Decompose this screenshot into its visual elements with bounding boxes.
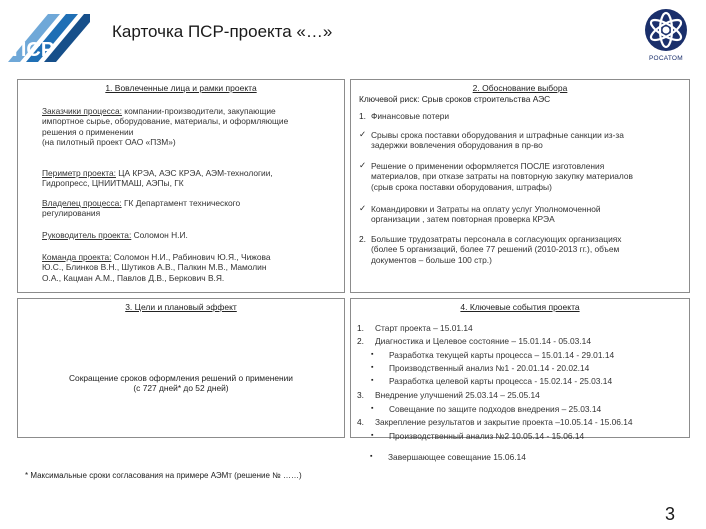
rationale-heading: 2. Обоснование выбора <box>472 83 568 93</box>
panel-stakeholders <box>17 79 345 293</box>
perimeter-text: Гидропресс, ЦНИИТМАШ, АЭПы, ГК <box>42 178 184 189</box>
bullet-icon: ▪ <box>371 364 374 371</box>
panel-heading <box>18 83 344 93</box>
panel-key-events <box>350 298 690 441</box>
lead-block <box>42 230 188 240</box>
bullet-icon: ▪ <box>370 453 373 460</box>
check-item <box>371 204 601 225</box>
rosatom-logo-text: РОСАТОМ <box>649 55 683 62</box>
lead-text: Соломон Н.И. <box>131 230 188 240</box>
event-number: 2. <box>357 336 364 346</box>
check-item-text: Командировки и Затраты на оплату услуг Уполномоченной <box>371 204 601 214</box>
check-item-text: Срывы срока поставки оборудования и штрафные санкции из-за <box>371 130 624 140</box>
check-item-text: материалов, при отказе затраты на повторную закупку материалов <box>371 171 633 182</box>
event-subitem: Производственный анализ №2 10.05.14 - 15.06.14 <box>389 431 585 441</box>
customers-text: компании-производители, закупающие <box>121 106 276 116</box>
labor-costs-text: документов – больше 100 стр.) <box>371 254 492 265</box>
event-item: Старт проекта – 15.01.14 <box>375 323 473 333</box>
event-item: Диагностика и Целевое состояние – 15.01.14 - 05.03.14 <box>375 336 591 346</box>
page-number: 3 <box>665 504 676 524</box>
bullet-icon: ▪ <box>371 405 374 412</box>
check-item-text: (срыв срока поставки оборудования, штрафы) <box>371 181 552 192</box>
event-subitem: Разработка целевой карты процесса - 15.02.14 - 25.03.14 <box>389 376 613 386</box>
labor-costs-text: Большие трудозатраты персонала в согласующих организациях <box>371 234 622 244</box>
customers-text: (на пилотный проект ОАО «ПЗМ») <box>42 137 176 148</box>
page-title: Карточка ПСР-проекта «…» <box>112 22 333 41</box>
customers-block <box>42 106 288 148</box>
team-text: Ю.С., Блинков В.Н., Шутиков А.В., Палкин М.В., Мамолин <box>42 262 267 273</box>
perimeter-text: ЦА КРЭА, АЭС КРЭА, АЭМ-технологии, <box>115 168 273 178</box>
owner-label: Владелец процесса: <box>42 198 122 208</box>
owner-text: ГК Департамент технического <box>121 198 241 208</box>
perimeter-block <box>42 168 273 189</box>
event-item: Закрепление результатов и закрытие проекта –10.05.14 - 15.06.14 <box>375 417 633 427</box>
perimeter-label: Периметр проекта: <box>42 168 116 178</box>
psr-logo-graphic <box>8 10 90 62</box>
stakeholders-heading: 1. Вовлеченные лица и рамки проекта <box>105 83 257 93</box>
footnote: * Максимальные сроки согласования на примере АЭМт (решение № ……) <box>25 471 302 480</box>
check-item <box>371 130 624 151</box>
check-item-text: задержки вовлечения оборудования в пр-во <box>371 140 543 151</box>
labor-costs <box>371 234 621 265</box>
events-heading: 4. Ключевые события проекта <box>460 302 580 312</box>
customers-text: импортное сырье, оборудование, материалы, и оформляющие <box>42 116 289 127</box>
customers-label: Заказчики процесса: <box>42 106 122 116</box>
panel-rationale <box>350 79 690 293</box>
goal-text <box>18 373 344 394</box>
team-block <box>42 252 271 283</box>
panel-heading <box>351 83 689 93</box>
goal-line: (с 727 дней* до 52 дней) <box>133 383 229 394</box>
lead-label: Руководитель проекта: <box>42 230 132 240</box>
check-item-text: Решение о применении оформляется ПОСЛЕ изготовления <box>371 161 605 171</box>
event-subitem: Производственный анализ №1 - 20.01.14 - 20.02.14 <box>389 363 590 373</box>
goals-heading: 3. Цели и плановый эффект <box>125 302 237 312</box>
panel-heading <box>18 302 344 312</box>
bullet-icon: ▪ <box>371 351 374 358</box>
labor-costs-text: (более 5 организаций, более 77 решений (2010-2013 гг.), объем <box>371 244 620 255</box>
panel-heading <box>351 302 689 312</box>
psr-logo-text: ПСР <box>12 39 55 61</box>
check-item-text: организации , затем повторная проверка КРЭА <box>371 214 555 225</box>
event-subitem: Совещание по защите подходов внедрения – 25.03.14 <box>389 404 602 414</box>
goal-line: Сокращение сроков оформления решений о применении <box>69 373 293 383</box>
team-label: Команда проекта: <box>42 252 112 262</box>
panel-goals <box>17 298 345 438</box>
financial-losses: Финансовые потери <box>371 111 450 121</box>
team-text: О.А., Кацман А.М., Павлов Д.В., Беркович В.Я. <box>42 272 225 283</box>
item-number: 1. <box>359 111 366 121</box>
customers-text: решения о применении <box>42 126 134 137</box>
check-item <box>371 161 633 192</box>
event-subitem: Завершающее совещание 15.06.14 <box>388 452 526 462</box>
team-text: Соломон Н.И., Рабинович Ю.Я., Чижова <box>111 252 271 262</box>
event-number: 3. <box>357 390 364 400</box>
key-risk: Ключевой риск: Срыв сроков строительства АЭС <box>359 94 551 104</box>
atom-icon <box>636 6 696 54</box>
item-number: 2. <box>359 234 366 244</box>
event-subitem: Разработка текущей карты процесса – 15.01.14 - 29.01.14 <box>389 350 615 360</box>
event-item: Внедрение улучшений 25.03.14 – 25.05.14 <box>375 390 540 400</box>
check-icon: ✓ <box>359 160 367 170</box>
psr-logo <box>8 10 90 62</box>
event-number: 4. <box>357 417 364 427</box>
bullet-icon: ▪ <box>371 432 374 439</box>
owner-text: регулирования <box>42 208 101 219</box>
check-icon: ✓ <box>359 203 367 213</box>
owner-block <box>42 198 240 219</box>
bullet-icon: ▪ <box>371 377 374 384</box>
event-number: 1. <box>357 323 364 333</box>
check-icon: ✓ <box>359 129 367 139</box>
rosatom-logo <box>636 6 696 68</box>
